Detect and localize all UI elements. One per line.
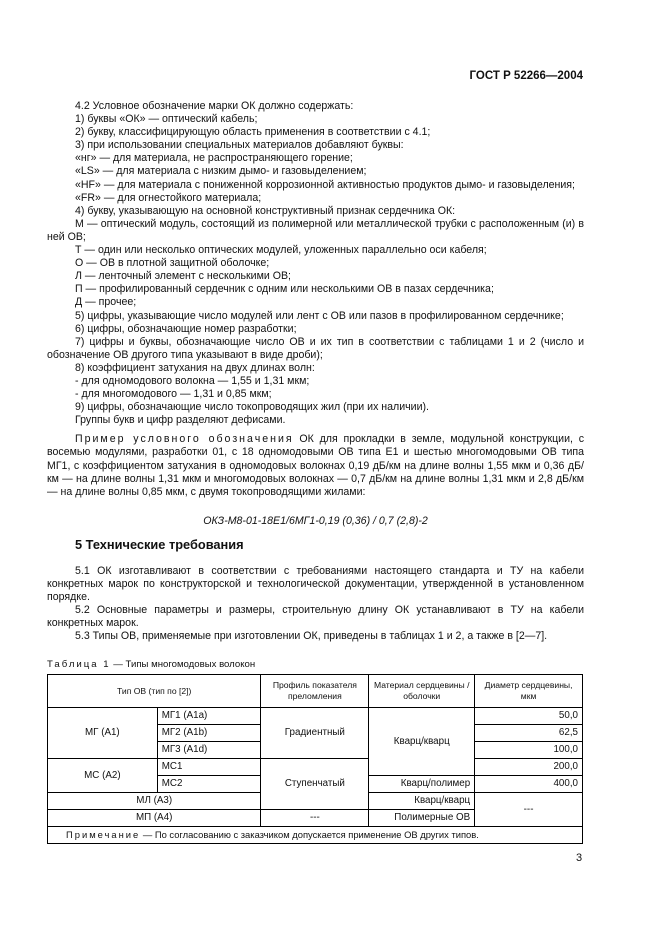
material-cell: Полимерные ОВ: [369, 810, 475, 827]
paragraph: 5.3 Типы ОВ, применяемые при изготовлении ОК, приведены в таблицах 1 и 2, а также в [2—7].: [75, 630, 548, 643]
table-note-row: [48, 827, 583, 844]
diameter-cell: 400,0: [475, 776, 583, 793]
paragraph: 9) цифры, обозначающие число токопроводящих жил (при их наличии).: [75, 401, 429, 414]
material-cell: Кварц/кварц: [369, 793, 475, 810]
paragraph: М — оптический модуль, состоящий из полимерной или металлической трубки с расположенным (и) в ней ОВ;: [47, 217, 584, 243]
note-label: Примечание: [66, 829, 141, 841]
subtype-cell: МС2: [157, 776, 261, 793]
paragraph: 8) коэффициент затухания на двух длинах волн:: [75, 361, 315, 374]
paragraph: «нг» — для материала, не распространяющего горение;: [75, 152, 353, 165]
paragraph: Т — один или несколько оптических модулей, уложенных параллельно оси кабеля;: [75, 244, 487, 257]
paragraph: Д — прочее;: [75, 296, 137, 309]
paragraph: Л — ленточный элемент с несколькими ОВ;: [75, 270, 291, 283]
paragraph: 3) при использовании специальных материалов добавляют буквы:: [75, 139, 404, 152]
table-row: [48, 708, 583, 725]
diameter-cell: 100,0: [475, 742, 583, 759]
paragraph: 5.2 Основные параметры и размеры, строительную длину ОК устанавливают в ТУ на кабели конкретных марок.: [47, 604, 584, 630]
profile-cell: Градиентный: [261, 708, 369, 759]
paragraph: 1) буквы «ОК» — оптический кабель;: [75, 113, 258, 126]
paragraph: «HF» — для материала с пониженной коррозионной активностью продуктов дымо- и газовыделения;: [75, 178, 575, 191]
profile-cell: ---: [261, 810, 369, 827]
example-formula: ОКЗ-М8-01-18Е1/6МГ1-0,19 (0,36) / 0,7 (2,8)-2: [203, 514, 428, 527]
subtype-cell: МГ3 (А1d): [157, 742, 261, 759]
table-caption-label: Таблица 1: [47, 659, 111, 670]
paragraph: 6) цифры, обозначающие номер разработки;: [75, 322, 297, 335]
table-caption-title: — Типы многомодовых волокон: [110, 659, 256, 670]
table-note: [48, 827, 583, 844]
type-cell: МП (А4): [48, 810, 261, 827]
section-title: 5 Технические требования: [75, 537, 244, 552]
diameter-cell: 50,0: [475, 708, 583, 725]
fiber-types-table: [47, 674, 583, 844]
paragraph: О — ОВ в плотной защитной оболочке;: [75, 257, 270, 270]
table-caption: [47, 658, 255, 671]
example-text: ОК для прокладки в земле, модульной конструкции, с восемью модулями, разработки 01, с 18 одномодовыми ОВ типа Е1 и шестью многомодовыми ОВ типа МГ1, с коэффициентом затухания в одномодовых волокнах 0,19 дБ/км на длине волны 1,55 мкм и 0,36 дБ/км — на длине волны 1,31 мкм и многомодовых волокнах — 0,7 дБ/км на длине волны 1,31 мкм и 2,8 дБ/км — на длине волны 0,85 мкм, с двумя токопроводящими жилами:: [47, 433, 584, 498]
paragraph: 4) букву, указывающую на основной конструктивный признак сердечника ОК:: [75, 204, 456, 217]
header-diameter: Диаметр сердцевины, мкм: [475, 675, 583, 708]
subtype-cell: МГ1 (А1а): [157, 708, 261, 725]
diameter-cell: 200,0: [475, 759, 583, 776]
group-cell: МС (А2): [48, 759, 158, 793]
paragraph: Группы букв и цифр разделяют дефисами.: [75, 414, 286, 427]
example-paragraph: [47, 433, 584, 498]
diameter-cell: 62,5: [475, 725, 583, 742]
header-profile: Профиль показателя преломления: [261, 675, 369, 708]
subtype-cell: МГ2 (А1b): [157, 725, 261, 742]
paragraph: - для многомодового — 1,31 и 0,85 мкм;: [75, 388, 272, 401]
table-header-row: [48, 675, 583, 708]
header-type: Тип ОВ (тип по [2]): [48, 675, 261, 708]
example-label: Пример условного обозначения: [75, 433, 294, 446]
paragraph: «FR» — для огнестойкого материала;: [75, 191, 262, 204]
subtype-cell: МС1: [157, 759, 261, 776]
profile-cell: Ступенчатый: [261, 759, 369, 810]
paragraph: 5) цифры, указывающие число модулей или лент с ОВ или пазов в профилированном сердечнике;: [75, 309, 564, 322]
document-header: ГОСТ Р 52266—2004: [469, 70, 583, 82]
diameter-cell: ---: [475, 793, 583, 827]
page-number: 3: [576, 852, 583, 864]
header-material: Материал сердцевины / оболочки: [369, 675, 475, 708]
material-cell: Кварц/полимер: [369, 776, 475, 793]
table-row: [48, 759, 583, 776]
paragraph: - для одномодового волокна — 1,55 и 1,31 мкм;: [75, 374, 310, 387]
section-4-2-text: [47, 100, 584, 542]
paragraph: П — профилированный сердечник с одним или несколькими ОВ в пазах сердечника;: [75, 283, 494, 296]
paragraph: 4.2 Условное обозначение марки ОК должно содержать:: [75, 100, 354, 112]
type-cell: МЛ (А3): [48, 793, 261, 810]
material-cell: Кварц/кварц: [369, 708, 475, 776]
paragraph: 5.1 ОК изготавливают в соответствии с требованиями настоящего стандарта и ТУ на кабели конкретных марок по конструкторской и технологической документации, утвержденной в установленном порядке.: [47, 565, 584, 604]
section-5-text: [47, 565, 584, 644]
group-cell: МГ (А1): [48, 708, 158, 759]
paragraph: «LS» — для материала с низким дымо- и газовыделением;: [75, 165, 367, 178]
paragraph: 7) цифры и буквы, обозначающие число ОВ и их тип в соответствии с таблицами 1 и 2 (число и обозначение ОВ другого типа указывают в виде дроби);: [47, 335, 584, 361]
paragraph: 2) букву, классифицирующую область применения в соответствии с 4.1;: [75, 126, 431, 139]
note-text: — По согласованию с заказчиком допускается применение ОВ других типов.: [140, 829, 479, 841]
